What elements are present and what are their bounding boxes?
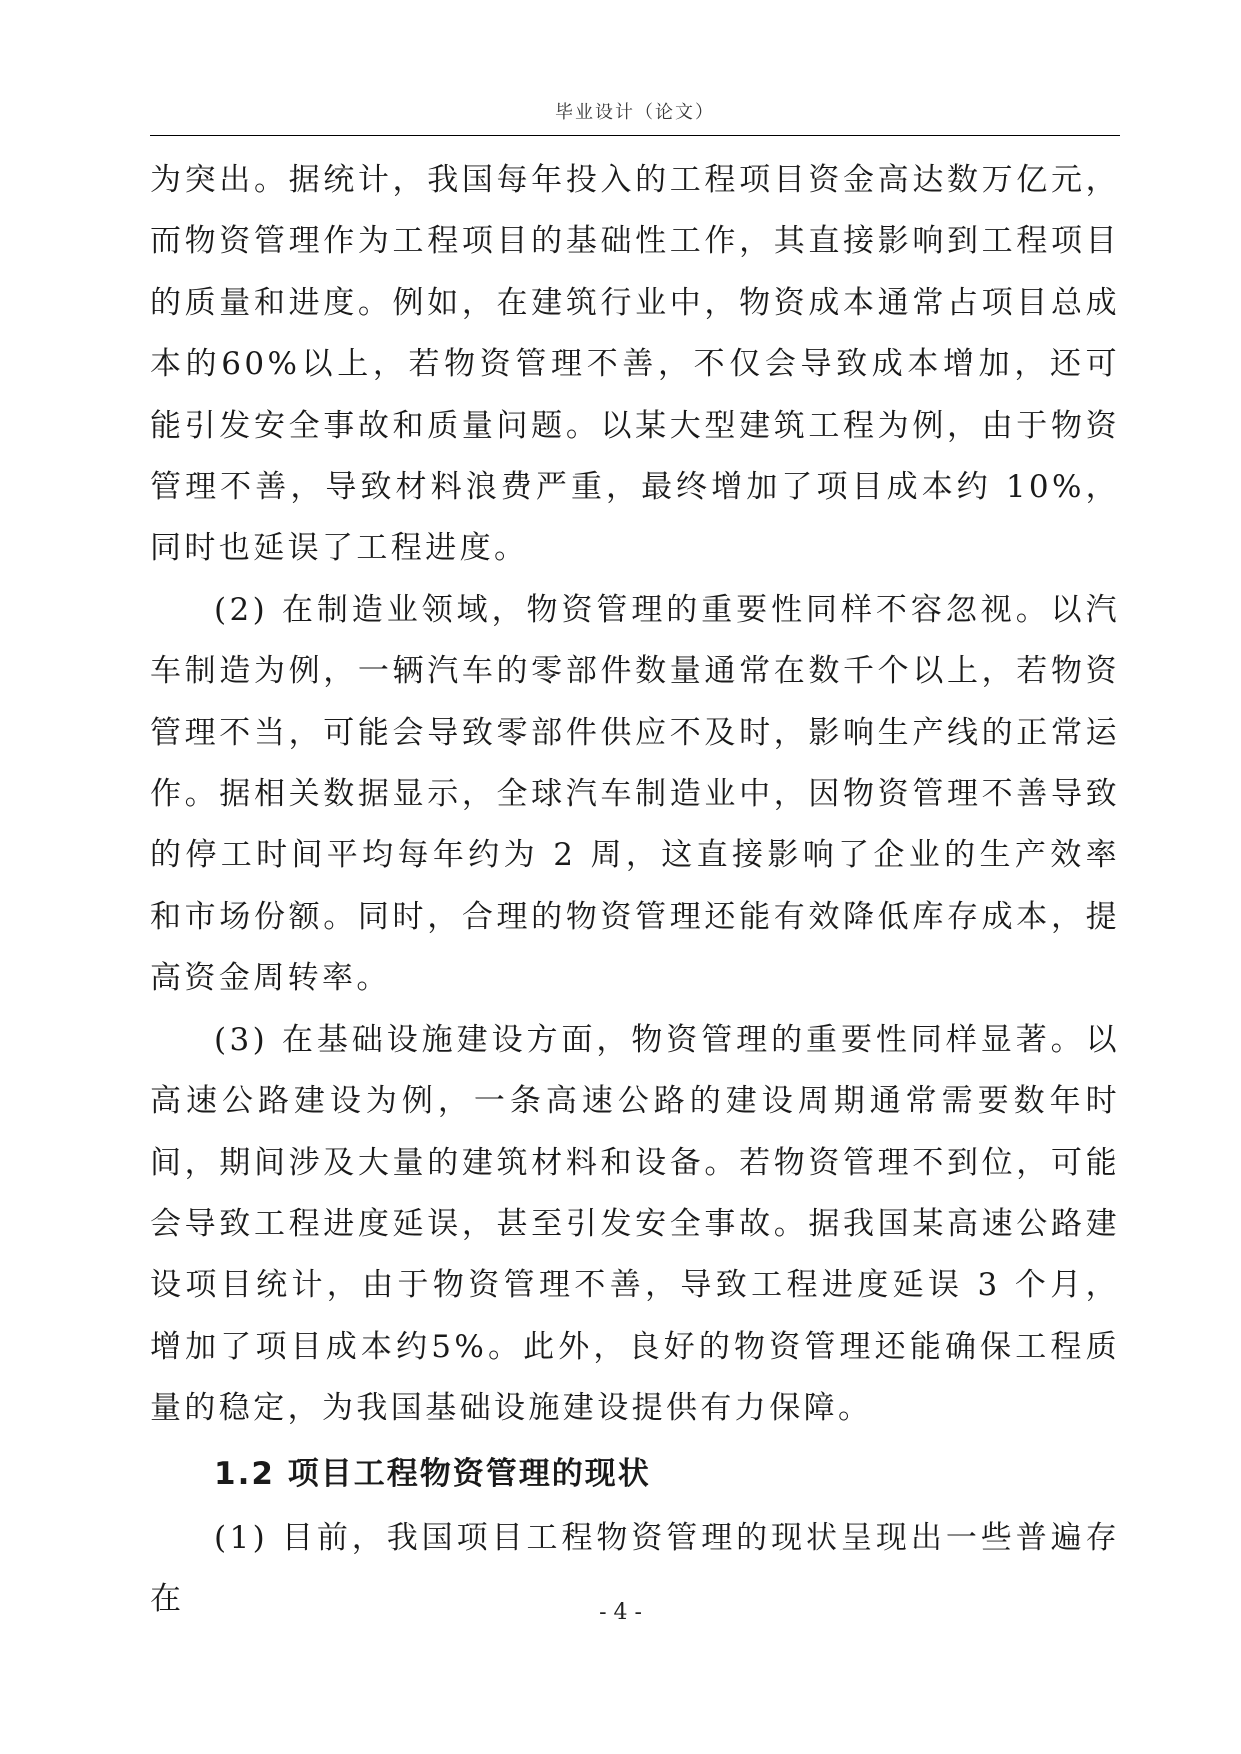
paragraph-current-status: (1) 目前，我国项目工程物资管理的现状呈现出一些普遍存在 [150,1519,1120,1617]
header-divider [150,135,1120,136]
paragraph-infrastructure: (3) 在基础设施建设方面，物资管理的重要性同样显著。以高速公路建设为例，一条高速公路的建设周期通常需要数年时间，期间涉及大量的建筑材料和设备。若物资管理不到位，可能会导致工程进度延误，甚至引发安全事故。据我国某高速公路建设项目统计，由于物资管理不善，导致工程进度延误 3 个月，增加了项目成本约5%。此外，良好的物资管理还能确保工程质量的稳定，为我国基础设施建设提供有力保障。 [150,1021,1120,1427]
paragraph-manufacturing: (2) 在制造业领域，物资管理的重要性同样不容忽视。以汽车制造为例，一辆汽车的零部件数量通常在数千个以上，若物资管理不当，可能会导致零部件供应不及时，影响生产线的正常运作。据相关数据显示，全球汽车制造业中，因物资管理不善导致的停工时间平均每年约为 2 周，这直接影响了企业的生产效率和市场份额。同时，合理的物资管理还能有效降低库存成本，提高资金周转率。 [150,591,1120,997]
paragraph-continued: 为突出。据统计，我国每年投入的工程项目资金高达数万亿元，而物资管理作为工程项目的基础性工作，其直接影响到工程项目的质量和进度。例如，在建筑行业中，物资成本通常占项目总成本的60%以上，若物资管理不善，不仅会导致成本增加，还可能引发安全事故和质量问题。以某大型建筑工程为例，由于物资管理不善，导致材料浪费严重，最终增加了项目成本约 10%，同时也延误了工程进度。 [150,162,1120,567]
page-body [150,150,1120,1630]
page-number: - 4 - [599,1600,642,1625]
running-header: 毕业设计（论文） [555,102,715,123]
section-heading: 1.2 项目工程物资管理的现状 [214,1455,651,1492]
